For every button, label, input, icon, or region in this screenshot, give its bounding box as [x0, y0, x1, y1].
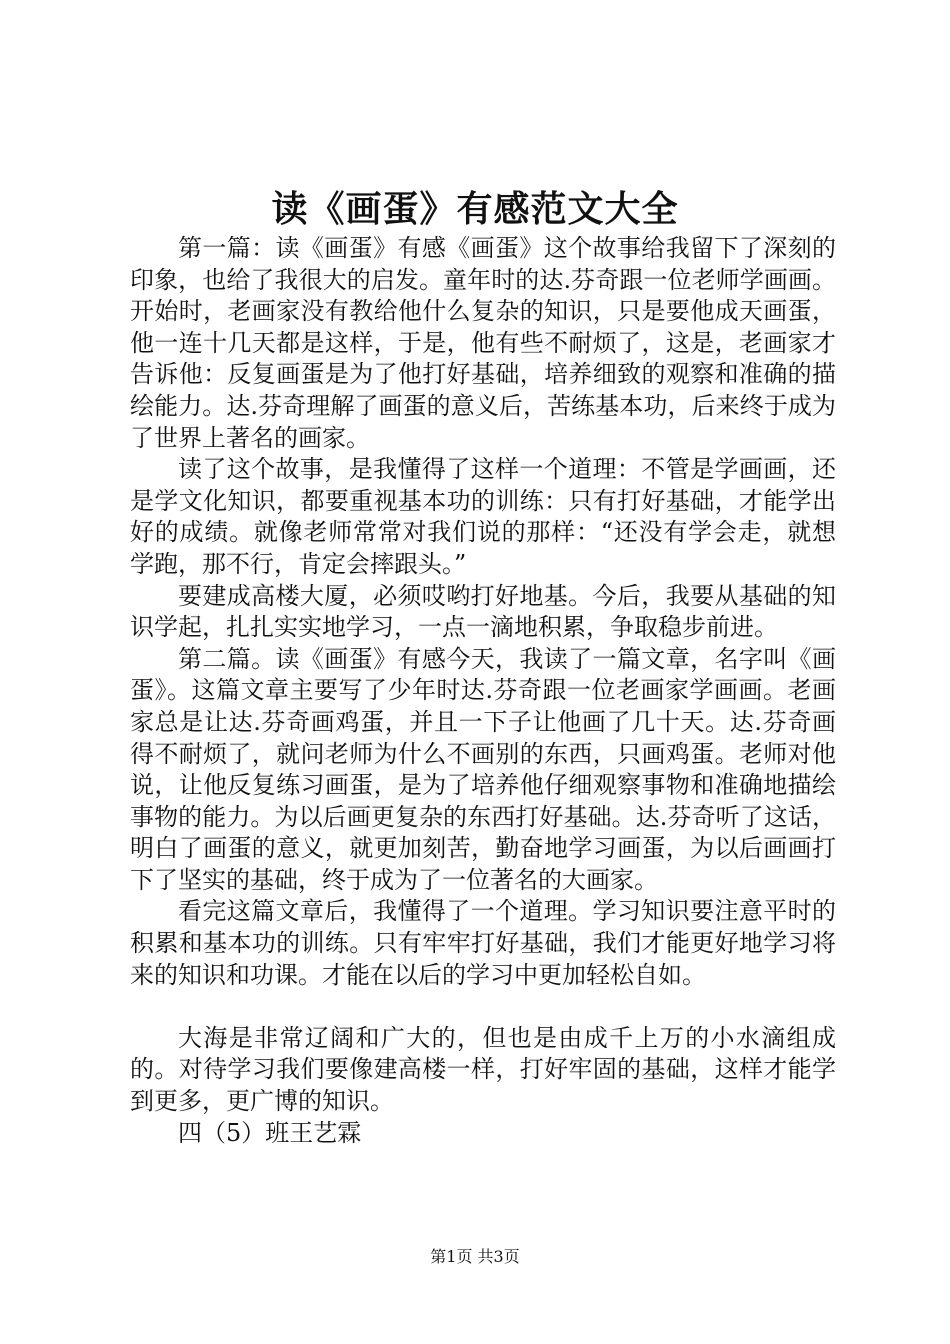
paragraph-1: 第一篇：读《画蛋》有感《画蛋》这个故事给我留下了深刻的印象，也给了我很大的启发。童年时的达.芬奇跟一位老师学画画。开始时，老画家没有教给他什么复杂的知识，只是要他成天画蛋，他一连十几天都是这样，于是，他有些不耐烦了，这是，老画家才告诉他：反复画蛋是为了他打好基础，培养细致的观察和准确的描绘能力。达.芬奇理解了画蛋的意义后，苦练基本功，后来终于成为了世界上著名的画家。 — [130, 234, 836, 452]
page-footer: 第1页 共3页 — [430, 1247, 520, 1266]
paragraph-3: 要建成高楼大厦，必须哎哟打好地基。今后，我要从基础的知识学起，扎扎实实地学习，一点一滴地积累，争取稳步前进。 — [130, 581, 836, 642]
document-title: 读《画蛋》有感范文大全 — [271, 188, 679, 230]
author-signature: 四（5）班王艺霖 — [178, 1118, 362, 1147]
paragraph-5: 看完这篇文章后，我懂得了一个道理。学习知识要注意平时的积累和基本功的训练。只有牢牢打好基础，我们才能更好地学习将来的知识和功课。才能在以后的学习中更加轻松自如。 — [130, 897, 836, 989]
paragraph-2: 读了这个故事，是我懂得了这样一个道理：不管是学画画，还是学文化知识，都要重视基本功的训练：只有打好基础，才能学出好的成绩。就像老师常常对我们说的那样：“还没有学会走，就想学跑，那不行，肯定会摔跟头。” — [130, 455, 836, 578]
document-body — [130, 233, 836, 1149]
paragraph-6: 大海是非常辽阔和广大的，但也是由成千上万的小水滴组成的。对待学习我们要像建高楼一样，打好牢固的基础，这样才能学到更多，更广博的知识。 — [130, 1023, 836, 1116]
paragraph-4: 第二篇。读《画蛋》有感今天，我读了一篇文章，名字叫《画蛋》。这篇文章主要写了少年时达.芬奇跟一位老画家学画画。老画家总是让达.芬奇画鸡蛋，并且一下子让他画了几十天。达.芬奇画得不耐烦了，就问老师为什么不画别的东西，只画鸡蛋。老师对他说，让他反复练习画蛋，是为了培养他仔细观察事物和准确地描绘事物的能力。为以后画更复杂的东西打好基础。达.芬奇听了这话，明白了画蛋的意义，就更加刻苦，勤奋地学习画蛋，为以后画画打下了坚实的基础，终于成为了一位著名的大画家。 — [130, 644, 836, 894]
blank-line — [130, 991, 836, 1023]
